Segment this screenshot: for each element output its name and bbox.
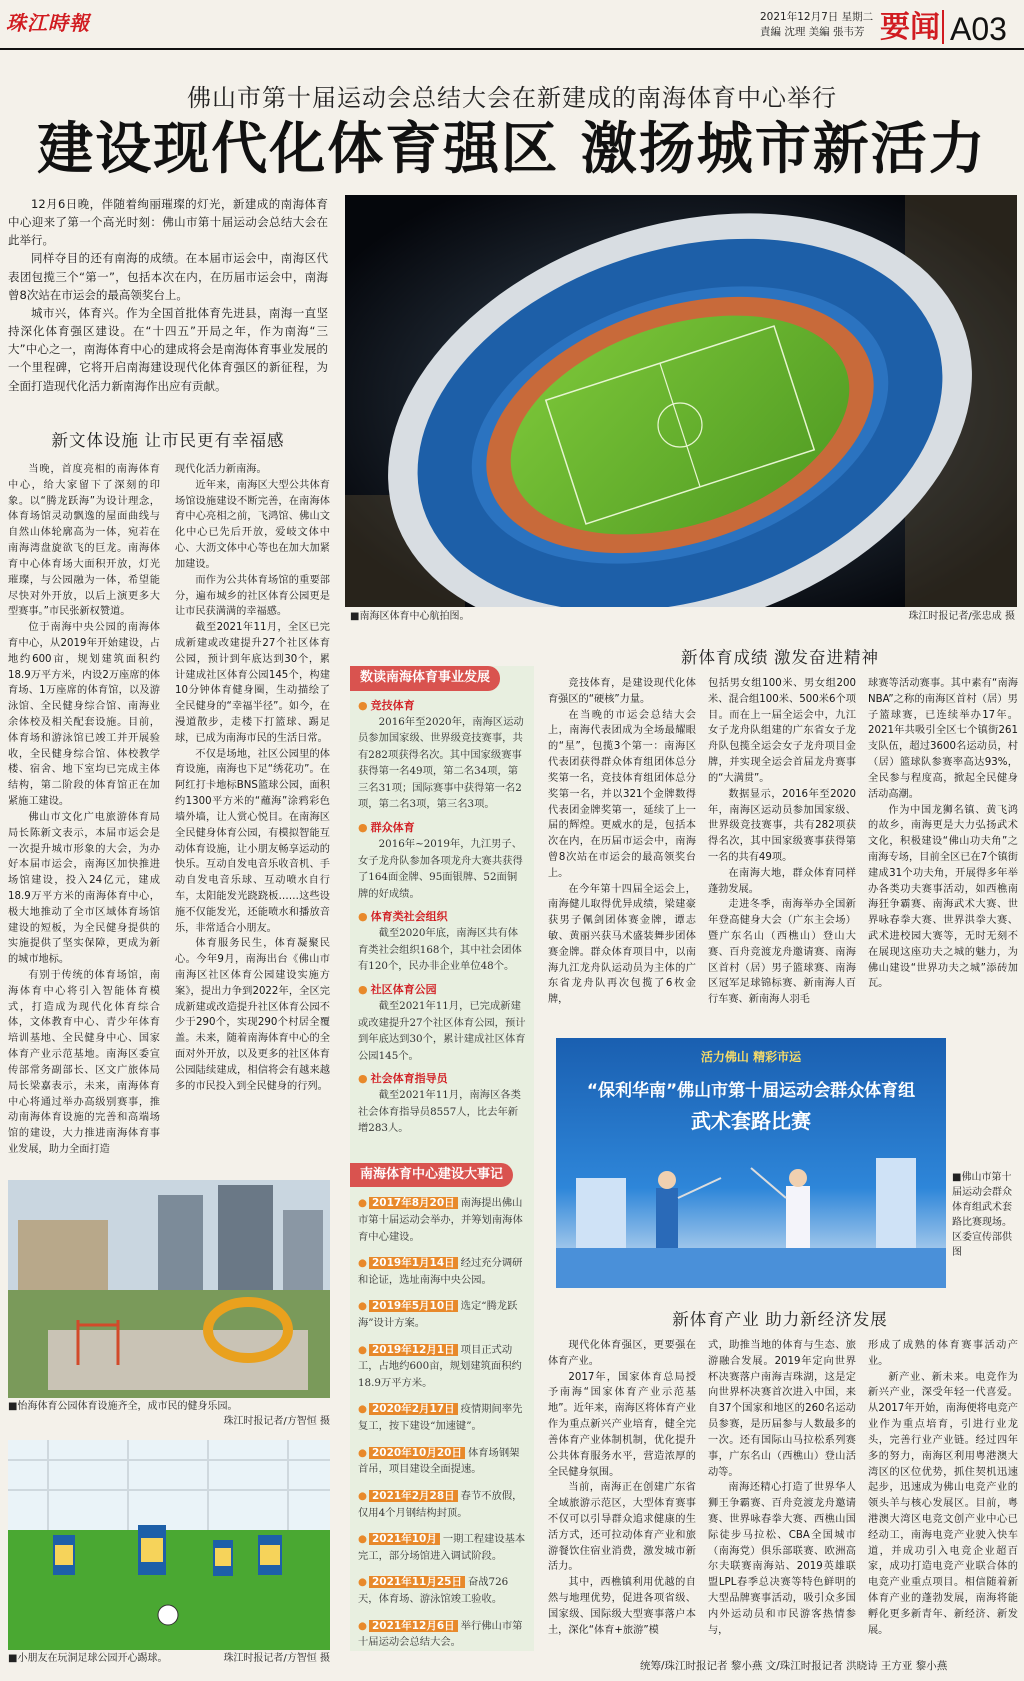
issue-date: 2021年12月7日 星期二 — [760, 11, 874, 23]
timeline-item — [358, 1298, 526, 1331]
body-paragraph: 当前，南海正在创建广东省全域旅游示范区，大型体育赛事不仅可以引导群众追求健康的生活方式，还可拉动体育产业和旅游餐饮住宿业消费，激发城市新活力。 — [548, 1482, 696, 1573]
masthead-rule — [0, 48, 1024, 50]
dateline — [760, 10, 873, 39]
byline-footer: 统筹/珠江时报记者 黎小燕 文/珠江时报记者 洪晓诗 王方亚 黎小燕 — [640, 1660, 948, 1672]
body-paragraph: 竞技体育，是建设现代化体育强区的“硬核”力量。 — [548, 678, 696, 705]
stat-text: 截至2021年11月，南海区各类社会体育指导员8557人，比去年新增283人。 — [358, 1089, 521, 1135]
timeline-date: 2019年1月14日 — [369, 1257, 458, 1269]
body-paragraph: 包括男女组100米、男女组200米、混合组100米、500米6个项目。而在上一届全运会中，九江女子龙舟队组建的广东省女子龙舟队包揽全运会女子龙舟项目金牌，并实现全运会首届龙舟赛事的“大满贯”。 — [708, 678, 856, 784]
body-paragraph: 在南海大地，群众体育同样蓬勃发展。 — [708, 867, 856, 895]
body-paragraph: 作为中国龙狮名镇、黄飞鸿的故乡，南海更是大力弘扬武术文化，积极建设“佛山功夫角”之南海专场，目前全区已在7个镇街建成31个功夫角，开展得多年举办各类功夫赛事活动，如西樵南海狂争霸赛、南海武术大赛、世界咏春拳大赛、世界洪拳大赛、武术进校园大赛等，无时无刻不在展现这座功夫之城的魅力，为佛山建设“世界功夫之城”添砖加瓦。 — [868, 804, 1018, 990]
kicker-headline: 佛山市第十届运动会总结大会在新建成的南海体育中心举行 — [187, 85, 837, 112]
park-credit: 珠江时报记者/方智恒 摄 — [223, 1416, 330, 1427]
body-paragraph: 在今年第十四届全运会上，南海健儿取得优异成绩，梁建豪获男子佩剑团体赛金牌，谭志敏、黄丽兴获马术盛装舞步团体赛金牌。群众体育项目中，以南海九江龙舟队运动员为主体的广东省龙舟队再次包揽了6枚金牌， — [548, 883, 696, 1006]
kids-football-photo — [8, 1440, 330, 1650]
stadium-caption: ■南海区体育中心航拍图。 — [350, 611, 470, 622]
body-paragraph: 2017年，国家体育总局授予南海“国家体育产业示范基地”。近年来，南海区将体育产业作为重点新兴产业培育，健全完善体育产业体制机制，优化提升公共体育服务水平，营造浓厚的全民健身氛围。 — [548, 1371, 696, 1478]
wushu-performers-illustration — [556, 1138, 946, 1288]
timeline-date: 2021年11月25日 — [369, 1576, 465, 1588]
body-paragraph: 有别于传统的体育场馆，南海体育中心将引入智能体育模式，打造成为现代化体育综合体，文体教育中心、青少年体育培训基地、全民健身中心、国家体育产业示范基地。南海区委宣传部常务副部长、区文广旅体局局长梁嘉表示，未来，南海体育中心将通过举办高级别赛事，推动南海体育设施的完善和高端场馆的建设，大力推进南海体育事业发展，助力全面打造 — [8, 970, 160, 1155]
wushu-banner-title: “保利华南”佛山市第十届运动会群众体育组 — [586, 1081, 916, 1101]
timeline-item — [358, 1255, 526, 1288]
facilities-column-1 — [8, 462, 160, 1158]
bullet-icon: ● — [358, 1533, 367, 1546]
body-paragraph: 南海还精心打造了世界华人狮王争霸赛、百舟竞渡龙舟邀请赛、世界咏春拳大赛、西樵山国际徒步马拉松、CBA全国城市（南海党）俱乐部联赛、欧洲高尔夫联赛南海站、2019英雄联盟LPL春季总决赛等特色鲜明的大型品牌赛事活动，吸引众多国内外运动员和市民游客热情参与， — [708, 1482, 856, 1636]
timeline-text: 项目正式动工，占地约600亩，规划建筑面积约18.9万平方米。 — [358, 1343, 522, 1389]
wushu-caption: ■佛山市第十届运动会群众体育组武术套路比赛现场。区委宣传部供图 — [952, 1172, 1012, 1258]
stadium-credit: 珠江时报记者/张忠成 摄 — [908, 611, 1015, 622]
body-paragraph: 位于南海中央公园的南海体育中心，从2019年开始建设，占地约600亩，规划建筑面积约18.9万平方米，内设2万座席的体育场、1万座席的体育馆，以及游泳馆、全民健身综合馆、南海业余体校及相关配套设施。目前，体育场和游泳馆已竣工并开展验收，全民健身综合馆、体校教学楼、宿舍、地下室均已完成主体结构，第二阶段的体育馆正在加紧施工建设。 — [8, 622, 160, 808]
section-heading-industry: 新体育产业 助力新经济发展 — [672, 1311, 888, 1329]
stat-label: ● 竞技体育 — [358, 697, 526, 714]
sidebar-stats-title: 数读南海体育事业发展 — [350, 666, 500, 691]
industry-column-2 — [708, 1338, 856, 1638]
timeline-item — [358, 1195, 526, 1245]
page-number: A03 — [950, 11, 1007, 47]
bullet-icon: ● — [358, 1343, 367, 1356]
park-photo — [8, 1180, 330, 1398]
timeline-text: 春节不放假，仅用4个月钢结构封顶。 — [358, 1489, 523, 1519]
body-paragraph: 新产业、新未来。电竞作为新兴产业，深受年轻一代喜爱。从2017年开始，南海便将电竞产业作为重点培育，引进行业龙头，完善行业产业链。经过四年多的努力，南海区利用粤港澳大湾区的区位优势，抓住契机迅速起步，迅速成为佛山电竞产业的领头羊与核心发展区。目前，粤港澳大湾区电竞文创产业中心已经动工，南海电竞产业驶入快车道，并成功引入电竞企业超百家，成功打造电竞产业联合体的电竞产业重点项目。相信随着新体育产业的蓬勃发展，南海将能孵化更多新青年、新经济、新发展。 — [868, 1371, 1018, 1636]
stat-text: 2016年至2020年，南海区运动员参加国家级、世界级竞技赛事，共有282项获得名次。其中国家级赛事获得第一名49项，第二名34项，第三名31项；国际赛事中获得第一名2项，第二名3项，第三名3项。 — [358, 715, 524, 811]
bullet-icon: ● — [358, 1619, 367, 1632]
sidebar-panel — [350, 666, 534, 1651]
timeline-date: 2019年12月1日 — [369, 1344, 458, 1356]
body-paragraph: 体育服务民生，体育凝聚民心。今年9月，南海出台《佛山市南海区社区体育公园建设实施方案》，提出力争到2022年，全区完成新建或改造提升社区体育公园不少于290个，实现290个村居全覆盖。未来，随着南海体育中心的全面对外开放，以及更多的社区体育公园陆续建成，相信将会有越来越多的市民投入到全民健身的行列。 — [175, 938, 330, 1092]
body-paragraph: 近年来，南海区大型公共体育场馆设施建设不断完善，在南海体育中心亮相之前，飞鸿馆、佛山文化中心已先后开放，爱岐文体中心、大沥文体中心等也在加大加紧加建设。 — [175, 479, 330, 570]
industry-column-3 — [868, 1338, 1018, 1638]
masthead-logo: 珠江時報 — [6, 11, 90, 35]
timeline-date: 2021年10月 — [369, 1533, 440, 1545]
bullet-icon: ● — [358, 1300, 367, 1313]
achievements-column-3 — [868, 676, 1018, 992]
bullet-icon: ● — [358, 1489, 367, 1502]
stadium-illustration — [345, 195, 1017, 607]
stat-text: 截至2021年11月，已完成新建或改建提升27个社区体育公园，预计到年底达到30个，累计建成社区体育公园145个。 — [358, 1000, 526, 1062]
intro-paragraph: 城市兴，体育兴。作为全国首批体育先进县，南海一直坚持深化体育强区建设。在“十四五”开局之年，作为南海“三大”中心之一，南海体育中心的建成将会是南海体育事业发展的一个里程碑，它将开启南海建设现代化体育强区的新征程，为全面打造现代化活力新南海作出应有贡献。 — [8, 305, 328, 393]
timeline-item — [358, 1342, 526, 1392]
stat-label: ● 社会体育指导员 — [358, 1070, 526, 1087]
timeline-text: 一期工程建设基本完工，部分场馆进入调试阶段。 — [358, 1533, 526, 1562]
bullet-icon: ● — [358, 1446, 367, 1459]
body-paragraph: 球赛等活动赛事。其中素有“南海NBA”之称的南海区首村（居）男子篮球赛，已连续举办17年。2021年共吸引全区七个镇街261支队伍，超过3600名运动员，村（居）篮球队参赛率高达93%，全民参与程度高，掀起全民健身活动高潮。 — [868, 678, 1018, 800]
stat-label: ● 社区体育公园 — [358, 981, 526, 998]
timeline-date: 2020年10月20日 — [369, 1447, 465, 1459]
stadium-aerial-photo — [345, 195, 1017, 607]
section-name: 要闻 — [880, 10, 940, 45]
intro-paragraph: 同样夺目的还有南海的成绩。在本届市运会中，南海区代表团包揽三个“第一”，包括本次在内，在历届市运会中，南海曾8次站在市运会的最高领奖台上。 — [8, 251, 328, 302]
body-paragraph: 不仅是场地，社区公园里的体育设施，南海也下足“绣花功”。在阿红打卡地标BNS篮球公园，面积约1300平方米的“蘸海”涂鸦彩色墙外墙，让人赏心悦目。在南海区全民健身体育公园，有模拟智能互动体育设施，让小朋友畅享运动的快乐。互动自发电音乐收音机、手动自发电音乐球、互动喷水自行车，太阳能发光跷跷板……这些设施不仅能发光，还能喷水和播放音乐，非常适合小朋友。 — [175, 748, 330, 934]
timeline-item — [358, 1488, 526, 1521]
intro-paragraph: 12月6日晚，伴随着绚丽璀璨的灯光，新建成的南海体育中心迎来了第一个高光时刻：佛山市第十届运动会总结大会在此举行。 — [8, 197, 328, 248]
body-paragraph: 数据显示，2016年至2020年，南海区运动员参加国家级、世界级竞技赛事，共有282项获得名次，其中国家级赛事获得第一名的共有49项。 — [708, 788, 856, 863]
timeline-date: 2017年8月20日 — [369, 1197, 458, 1209]
bullet-icon: ● — [358, 1403, 367, 1416]
achievements-column-2 — [708, 676, 856, 1008]
page-editors: 責編 沈理 美編 張韦芳 — [760, 25, 865, 38]
timeline-text: 南海提出佛山市第十届运动会举办，并筹划南海体育中心建设。 — [358, 1197, 523, 1243]
timeline-item — [358, 1618, 526, 1651]
timeline-text: 经过充分调研和论证，选址南海中央公园。 — [358, 1257, 523, 1286]
park-caption: ■怡海体育公园体育设施齐全，成市民的健身乐园。 — [8, 1401, 238, 1412]
timeline-item — [358, 1531, 526, 1564]
body-paragraph: 当晚，首度亮相的南海体育中心，给大家留下了深刻的印象。以“腾龙跃海”为设计理念，体育场馆灵动飘逸的屋面曲线与自然山体轮廓高为一体，宛若在南海湾盘旋欲飞的巨龙。南海体育中心体育场大面积开放，灯光璀璨，与公园融为一体，希望能尽快对外开放，以后上演更多大型赛事。”市民张新权赞道。 — [8, 464, 160, 618]
body-paragraph: 而作为公共体育场馆的重要部分，遍布城乡的社区体育公园更是让市民获满满的幸福感。 — [175, 574, 330, 618]
body-paragraph: 走进冬季，南海举办全国新年登高健身大会（广东主会场）暨广东名山（西樵山）登山大赛、百舟竞渡龙舟邀请赛、南海区首村（居）男子篮球赛、南海区冠军足球锦标赛、新南海人百行车赛、新南海人羽毛 — [708, 899, 856, 1006]
bullet-icon: ● — [358, 1257, 367, 1270]
timeline-list — [358, 1195, 526, 1651]
timeline-item — [358, 1401, 526, 1434]
park-illustration — [8, 1180, 330, 1398]
body-paragraph: 佛山市文化广电旅游体育局局长陈新文表示，本届市运会是一次提升城市形象的大会，为办好本届市运会，南海区加快推进场馆建设，投入24亿元，建成18.9万平方米的南海体育中心，极大地推动了全市区域体育场馆建设的短板，为全民健身提供的实施提供了坚实保障，更成为新的城市地标。 — [8, 811, 160, 966]
main-headline: 建设现代化体育强区 激扬城市新活力 — [37, 117, 987, 182]
timeline-item — [358, 1445, 526, 1478]
timeline-date: 2020年2月17日 — [369, 1403, 458, 1415]
body-paragraph: 现代化活力新南海。 — [175, 464, 267, 475]
body-paragraph: 式，助推当地的体育与生态、旅游融合发展。2019年定向世界杯决赛落户南海吉珠湖，这是定向世界杯决赛首次进入中国，来自37个国家和地区的260名运动员参赛，是历届参与人数最多的一次。还有国际山马拉松系列赛事，广东名山（西樵山）登山活动等。 — [708, 1340, 856, 1478]
intro-text — [8, 195, 328, 395]
kids-caption: ■小朋友在玩洞足球公园开心踢球。 — [8, 1653, 168, 1664]
kids-credit: 珠江时报记者/方智恒 摄 — [223, 1653, 330, 1664]
stat-text: 截至2020年底，南海区共有体育类社会组织168个，其中社会团体有120个，民办非企业单位48个。 — [358, 927, 522, 973]
stat-label: ● 群众体育 — [358, 819, 526, 836]
timeline-text: 举行佛山市第十届运动会总结大会。 — [358, 1619, 523, 1649]
section-divider — [942, 10, 944, 44]
bullet-icon: ● — [358, 1197, 367, 1210]
wushu-event-photo — [556, 1038, 946, 1288]
stats-list — [358, 697, 526, 1137]
timeline-date: 2021年2月28日 — [369, 1490, 458, 1502]
stat-label: ● 体育类社会组织 — [358, 908, 526, 925]
timeline-item — [358, 1574, 526, 1607]
section-heading-achievements: 新体育成绩 激发奋进精神 — [680, 649, 880, 667]
timeline-date: 2019年5月10日 — [369, 1300, 458, 1312]
wushu-banner-subtitle: 武术套路比赛 — [691, 1109, 811, 1133]
kids-illustration — [8, 1440, 330, 1650]
timeline-text: 体育场钢架首吊，项目建设全面提速。 — [358, 1446, 520, 1476]
achievements-column-1 — [548, 676, 696, 1008]
section-heading-facilities: 新文体设施 让市民更有幸福感 — [51, 432, 285, 450]
stat-text: 2016年~2019年，九江男子、女子龙舟队参加各项龙舟大赛共获得了164面金牌、95面银牌、52面铜牌的好成绩。 — [358, 838, 523, 900]
timeline-date: 2021年12月6日 — [369, 1620, 458, 1632]
sidebar-timeline-title: 南海体育中心建设大事记 — [350, 1163, 513, 1188]
body-paragraph: 在当晚的市运会总结大会上，南海代表团成为全场最耀眼的“星”，包揽3个第一：南海区代表团获得群众体育组团体总分奖第一名，竞技体育组团体总分奖第一名，并以321个金牌数得代表团金牌奖第一，延续了上一届的辉煌。更威水的是，包括本次在内，在历届市运会中，南海曾8次站在市运会的最高领奖台上。 — [548, 709, 696, 879]
body-paragraph: 其中，西樵镇利用优越的自然与地理优势，促进各项省级、国家级、国际级大型赛事落户本土，深化“体育+旅游”模 — [548, 1577, 696, 1636]
industry-column-1 — [548, 1338, 696, 1638]
body-paragraph: 现代化体育强区，更要强在体育产业。 — [548, 1340, 696, 1367]
facilities-column-2 — [175, 462, 330, 1095]
wushu-banner-top: 活力佛山 精彩市运 — [700, 1050, 802, 1064]
body-paragraph: 截至2021年11月，全区已完成新建或改建提升27个社区体育公园，预计到年底达到30个，累计建成社区体育公园145个，构建10分钟体育健身圈，生动描绘了全民健身的“幸福半径”。如今，在漫道散步，走楼下打篮球、踢足球，已成为南海市民的生活日常。 — [175, 622, 330, 744]
timeline-text: 选定“腾龙跃海”设计方案。 — [358, 1300, 518, 1330]
body-paragraph: 形成了成熟的体育赛事活动产业。 — [868, 1340, 1018, 1367]
timeline-text: 奋战726天，体育场、游泳馆竣工验收。 — [358, 1576, 509, 1606]
timeline-text: 疫情期间率先复工，按下建设“加速键”。 — [358, 1403, 523, 1433]
bullet-icon: ● — [358, 1576, 367, 1589]
